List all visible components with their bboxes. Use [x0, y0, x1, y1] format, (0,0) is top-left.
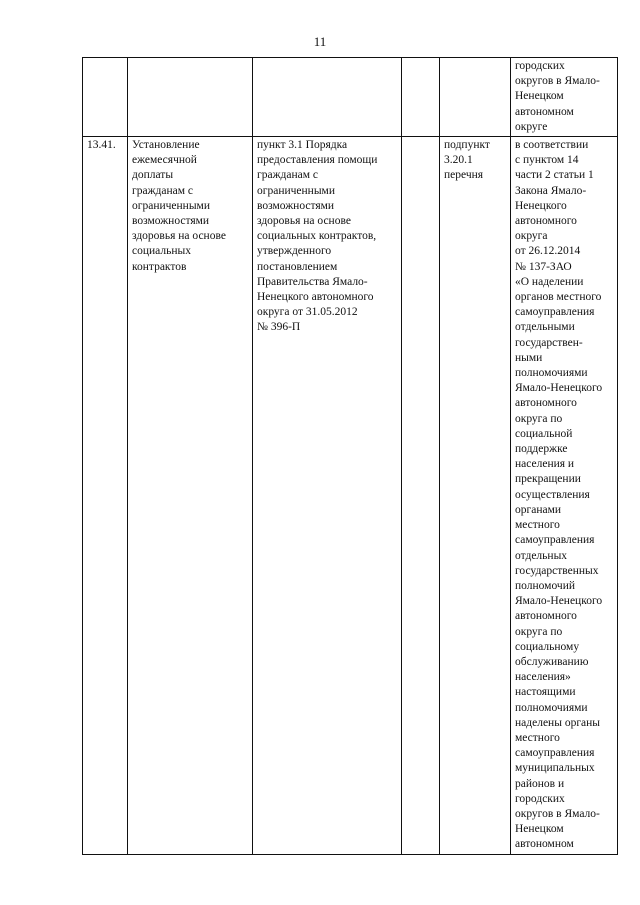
- cell-empty: [402, 137, 440, 855]
- cell-item: подпункт 3.20.1 перечня: [440, 137, 511, 855]
- page-number: 11: [313, 34, 327, 49]
- cell-item: [440, 58, 511, 137]
- cell-number: 13.41.: [83, 137, 128, 855]
- table-row-13-41: [83, 137, 618, 855]
- cell-name: [128, 58, 253, 137]
- cell-law-continuation: городских округов в Ямало- Ненецком автономном округе: [511, 58, 618, 137]
- cell-empty: [402, 58, 440, 137]
- document-table: [82, 57, 618, 855]
- table-row-continuation: [83, 58, 618, 137]
- cell-number: [83, 58, 128, 137]
- cell-basis: пункт 3.1 Порядка предоставления помощи гражданам с ограниченными возможностями здоровья на основе социальных контрактов, утвержденного постановлением Правительства Ямало- Ненецкого автономного округа от 31.05.2012 № 396-П: [253, 137, 402, 855]
- cell-name: Установление ежемесячной доплаты гражданам с ограниченными возможностями здоровья на основе социальных контрактов: [128, 137, 253, 855]
- cell-law: в соответствии с пунктом 14 части 2 статьи 1 Закона Ямало- Ненецкого автономного округа от 26.12.2014 № 137-ЗАО «О наделении органов местного самоуправления отдельными государствен- ными полномочиями Ямало-Ненецкого автономного округа по социальной поддержке населения и прекращении осуществления органами местного самоуправления отдельных государственных полномочий Ямало-Ненецкого автономного округа по социальному обслуживанию населения» настоящими полномочиями наделены органы местного самоуправления муниципальных районов и городских округов в Ямало- Ненецком автономном: [511, 137, 618, 855]
- cell-basis: [253, 58, 402, 137]
